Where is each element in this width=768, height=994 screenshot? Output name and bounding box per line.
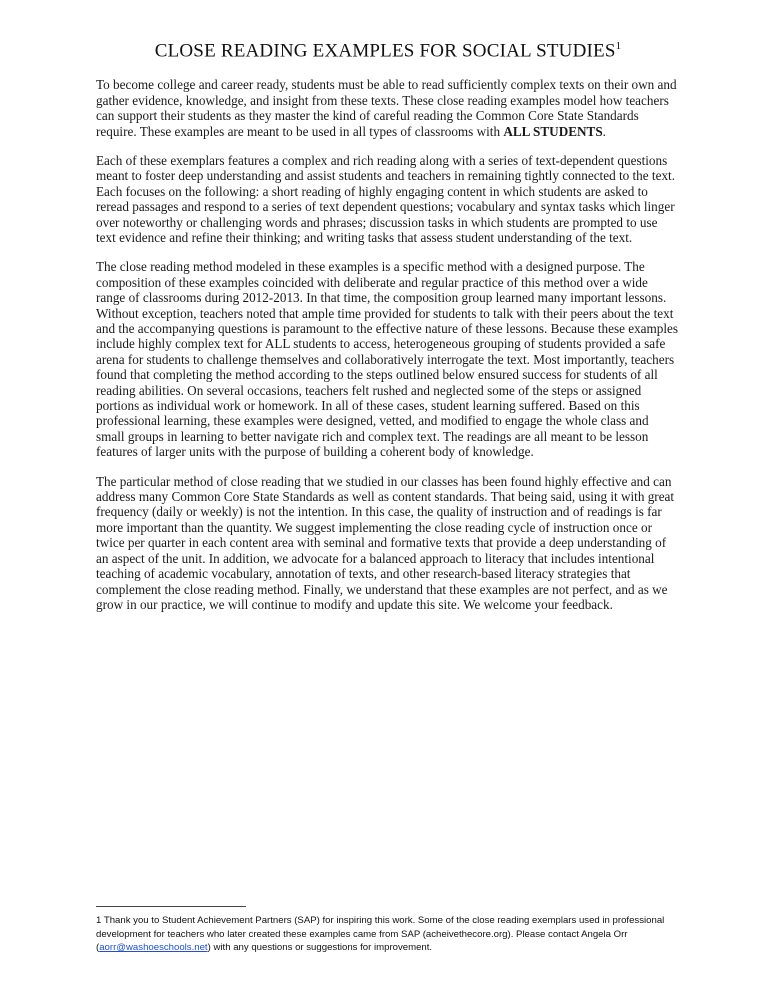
body-text (96, 77, 680, 612)
title-footnote-mark[interactable]: 1 (615, 40, 622, 52)
paragraph-recommendations: The particular method of close reading that we studied in our classes has been found highly effective and can address many Common Core State Standards as well as content standards. That being said, using it with great frequency (daily or weekly) is not the intention. In this case, the quality of instruction and of readings is far more important than the quantity. We suggest implementing the close reading cycle of instruction once or twice per quarter in each content area with seminal and formative texts that provide a deep understanding of an aspect of the unit. In addition, we advocate for a balanced approach to literacy that includes intentional teaching of academic vocabulary, annotation of texts, and other research-based literacy strategies that complement the close reading method. Finally, we understand that these examples are not perfect, and as we grow in our practice, we will continue to modify and update this site. We welcome your feedback. (96, 473, 675, 612)
page-title-text: CLOSE READING EXAMPLES FOR SOCIAL STUDIES (154, 40, 616, 62)
footnote-separator (96, 906, 246, 907)
footnote (96, 914, 680, 955)
footnote-text-end: ) with any questions or suggestions for improvement. (207, 942, 433, 953)
paragraph-intro-end: . (602, 123, 606, 139)
paragraph-exemplars: Each of these exemplars features a complex and rich reading along with a series of text-dependent questions meant to foster deep understanding and assist students and teachers in remaining tightly connected to the text. Each focuses on the following: a short reading of highly engaging content in which students are asked to reread passages and respond to a series of text dependent questions; vocabulary and syntax tasks which linger over noteworthy or challenging words and phrases; discussion tasks in which students are prompted to use text evidence and refine their thinking; and writing tasks that assess student understanding of the text. (96, 152, 675, 245)
paragraph-intro-emphasis: ALL STUDENTS (503, 123, 603, 139)
paragraph-intro (96, 77, 680, 139)
paragraph-intro-text: To become college and career ready, students must be able to read sufficiently complex texts on their own and gather evidence, knowledge, and insight from these texts. These close reading examples model how teachers can support their students as they master the kind of careful reading the Common Core State Standards require. These examples are meant to be used in all types of classrooms with (96, 77, 677, 139)
document-body (96, 40, 680, 626)
footnote-text: Thank you to Student Achievement Partners (SAP) for inspiring this work. Some of the close reading exemplars used in professional development for teachers who later created these examples came from SAP (acheivethecore.org). Please contact Angela Orr ( (96, 915, 665, 953)
paragraph-method: The close reading method modeled in these examples is a specific method with a designed purpose. The composition of these examples coincided with deliberate and regular practice of this method over a wide range of classrooms during 2012-2013. In that time, the composition group learned many important lessons. Without exception, teachers noted that ample time provided for students to talk with their peers about the text and the accompanying questions is paramount to the effective nature of these lessons. Because these examples include highly complex text for ALL students to access, heterogeneous grouping of students provided a safe arena for students to challenge themselves and collaboratively interrogate the text. Most importantly, teachers found that completing the method according to the steps outlined below ensured success for students of all reading abilities. On several occasions, teachers felt rushed and neglected some of the steps or assigned portions as individual work or homework. In all of these cases, student learning suffered. Based on this professional learning, these examples were designed, vetted, and modified to engage the whole class and small groups in learning to better navigate rich and complex text. The readings are all meant to be lesson features of larger units with the purpose of building a coherent body of knowledge. (96, 259, 679, 460)
footnote-number: 1 (96, 915, 102, 926)
email-link[interactable]: aorr@washoeschools.net (99, 942, 208, 953)
page-title (96, 40, 680, 62)
